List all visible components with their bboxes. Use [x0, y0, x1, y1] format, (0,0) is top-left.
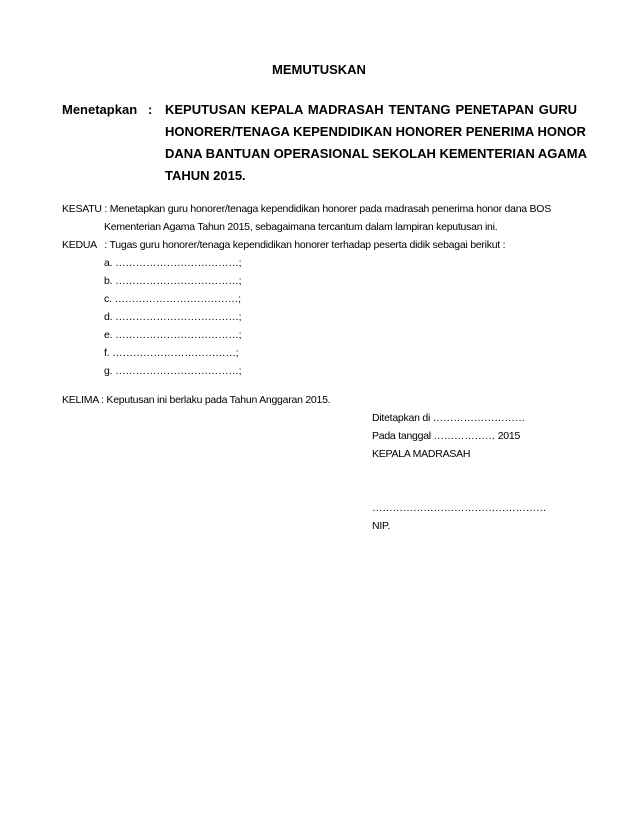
- list-item-a: a. ………………………………;: [104, 257, 242, 269]
- kesatu-line-2: Kementerian Agama Tahun 2015, sebagaimana tercantum dalam lampiran keputusan ini.: [104, 221, 498, 233]
- kelima-line: KELIMA : Keputusan ini berlaku pada Tahun Anggaran 2015.: [62, 394, 331, 406]
- list-item-f: f. ………………………………;: [104, 347, 239, 359]
- decision-title-line-3: DANA BANTUAN OPERASIONAL SEKOLAH KEMENTERIAN AGAMA: [165, 146, 588, 161]
- list-item-d: d. ………………………………;: [104, 311, 242, 323]
- kedua-line: KEDUA : Tugas guru honorer/tenaga kependidikan honorer terhadap peserta didik sebagai berikut :: [62, 239, 506, 251]
- list-item-c: c. ………………………………;: [104, 293, 241, 305]
- decision-title-line-1: KEPUTUSAN KEPALA MADRASAH TENTANG PENETAPAN GURU: [165, 102, 577, 117]
- list-item-g: g. ………………………………;: [104, 365, 242, 377]
- ditetapkan-line: Ditetapkan di ………………………: [372, 412, 525, 424]
- list-item-b: b. ………………………………;: [104, 275, 242, 287]
- menetapkan-colon: :: [148, 102, 153, 117]
- decision-title-line-2: HONORER/TENAGA KEPENDIDIKAN HONORER PENERIMA HONOR: [165, 124, 586, 139]
- tanggal-line: Pada tanggal ……………… 2015: [372, 430, 521, 442]
- signature-name-line: ……………………………………………: [372, 502, 547, 514]
- document-title: MEMUTUSKAN: [272, 62, 366, 77]
- jabatan-line: KEPALA MADRASAH: [372, 448, 471, 460]
- menetapkan-label: Menetapkan: [62, 102, 138, 117]
- nip-line: NIP.: [372, 520, 391, 532]
- list-item-e: e. ………………………………;: [104, 329, 242, 341]
- decision-title-line-4: TAHUN 2015.: [165, 168, 246, 183]
- kesatu-line-1: KESATU : Menetapkan guru honorer/tenaga kependidikan honorer pada madrasah penerima honor dana BOS: [62, 203, 551, 215]
